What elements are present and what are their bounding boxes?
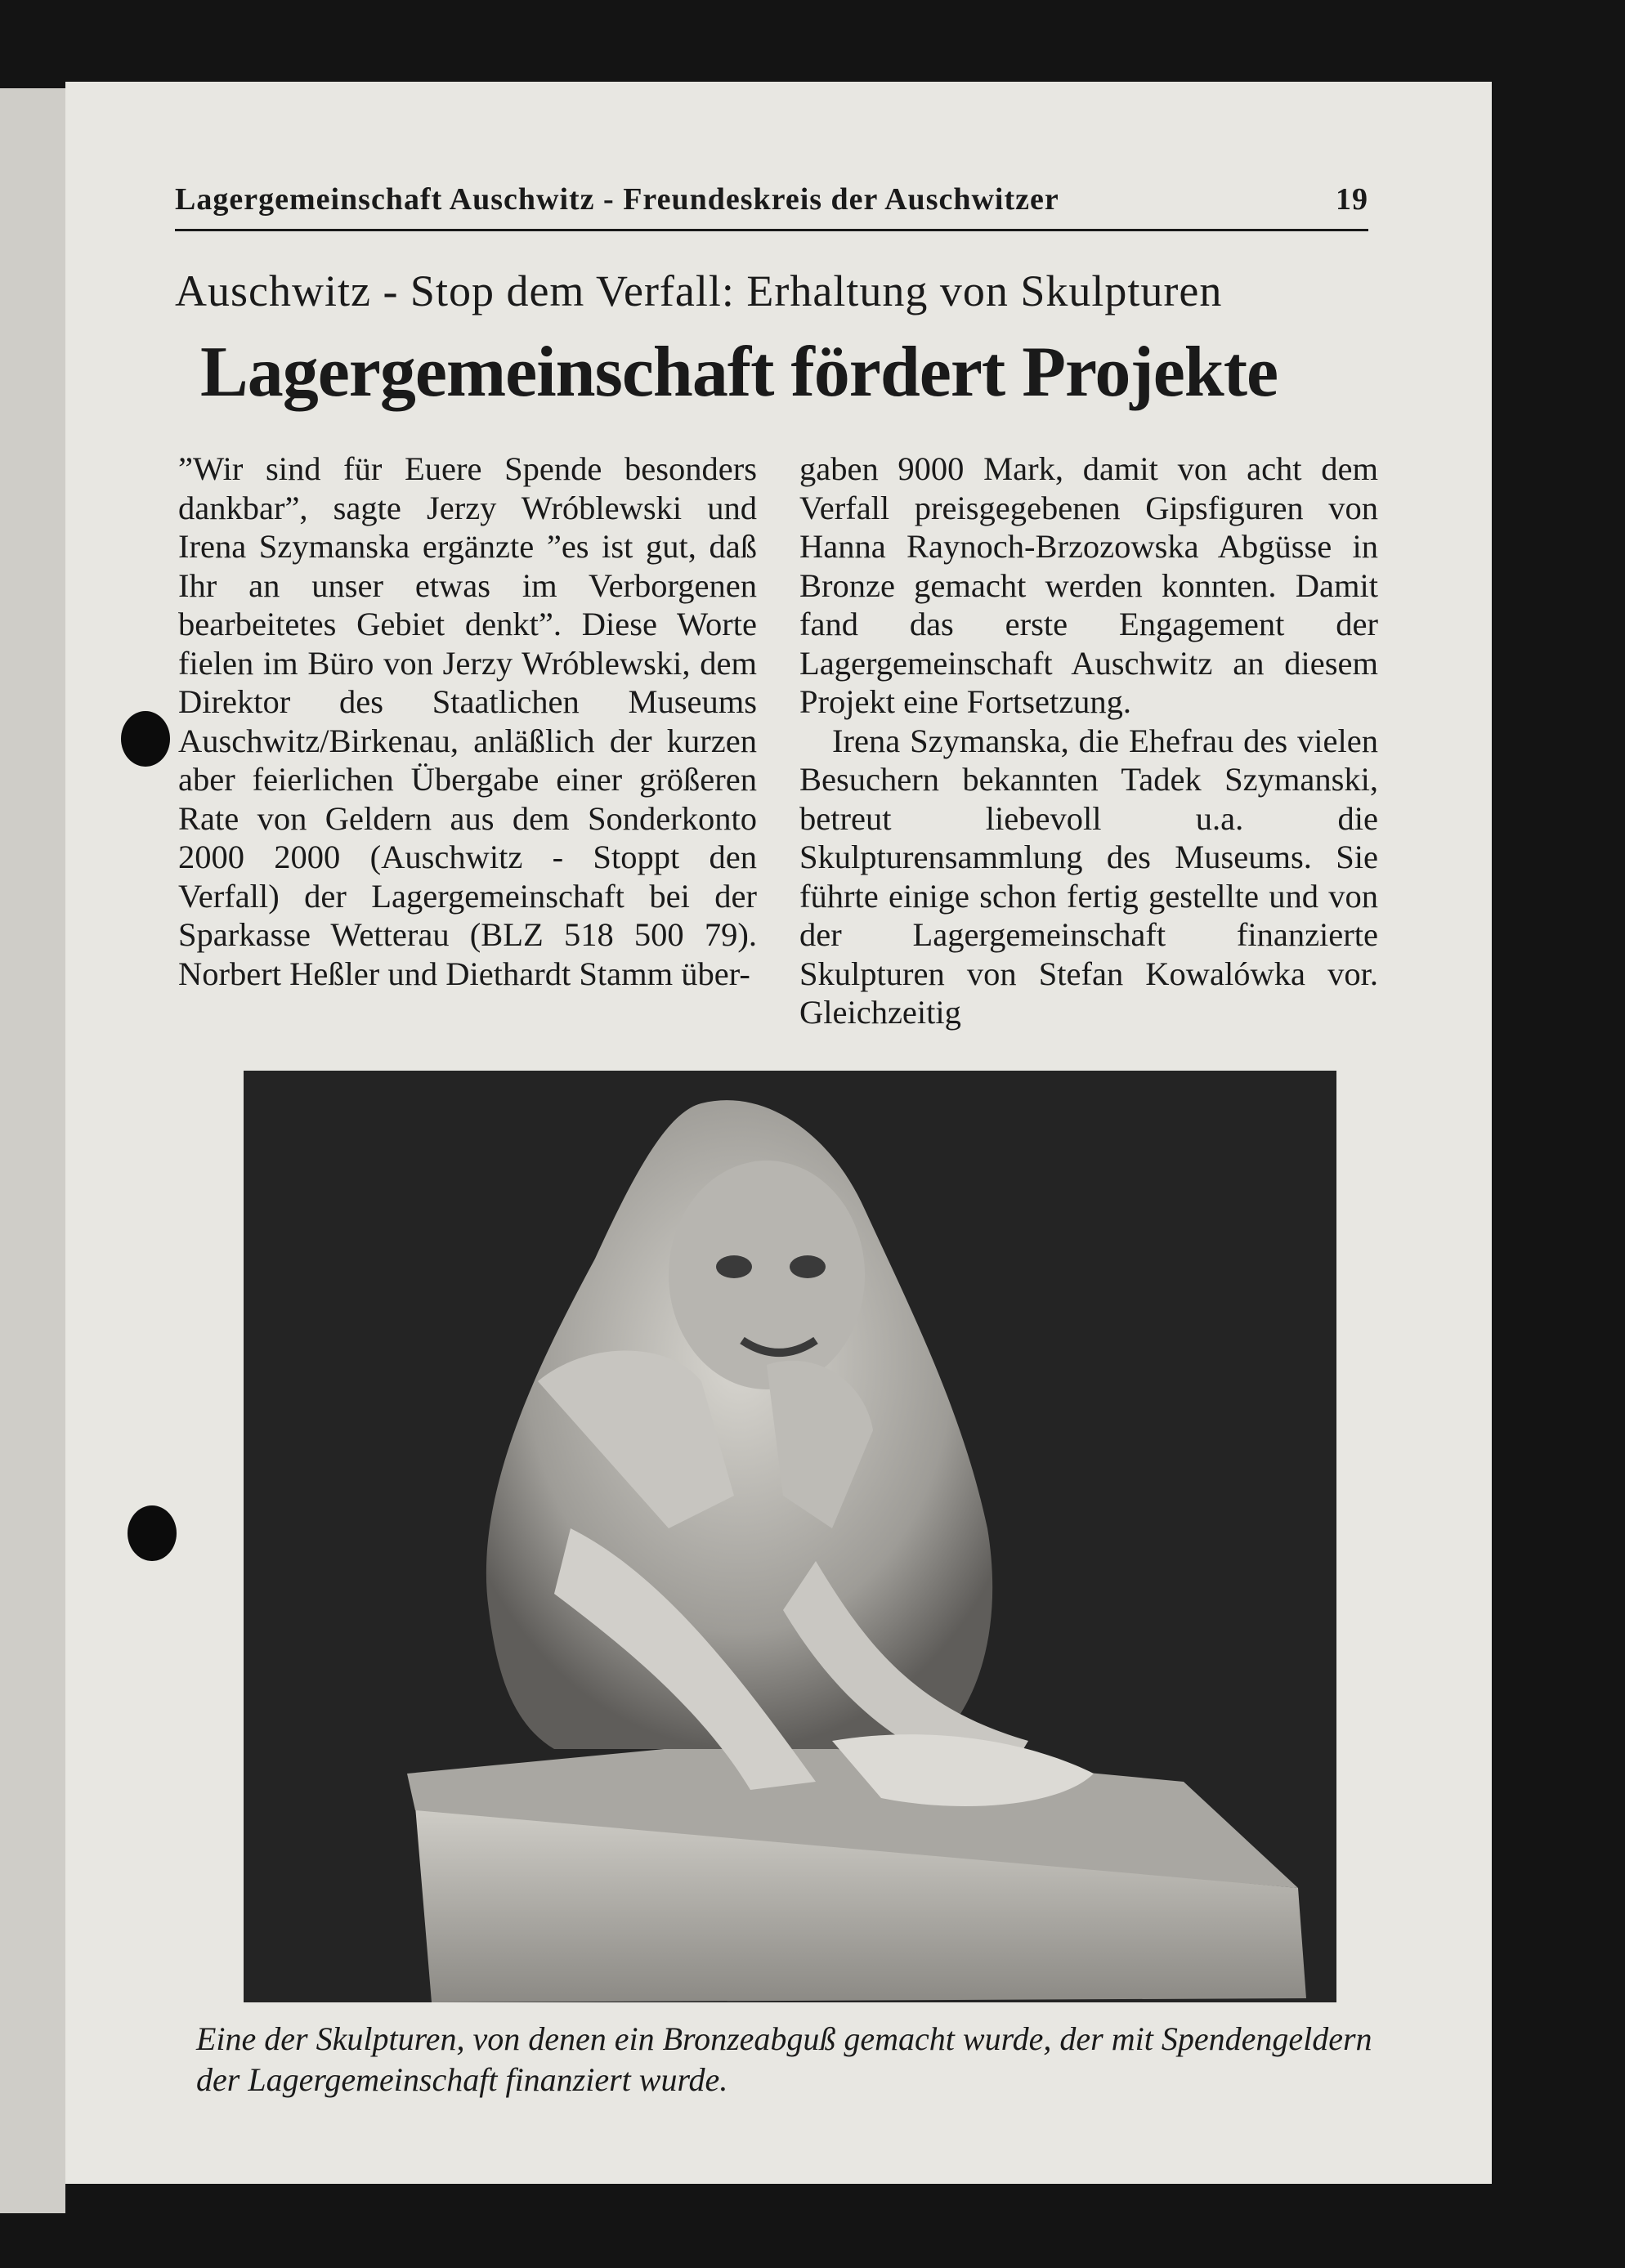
punch-hole-bottom [128,1505,177,1561]
sculpture-photo [244,1071,1336,2002]
document-page [65,82,1492,2184]
article-headline: Lagergemeinschaft fördert Projekte [200,333,1278,412]
sculpture-illustration [244,1071,1336,2002]
header-rule [175,229,1368,231]
article-kicker: Auschwitz - Stop dem Verfall: Erhaltung von Skulpturen [175,266,1223,315]
article-paragraph: ”Wir sind für Euere Spende besonders dankbar”, sagte Jerzy Wróblewski und Irena Szymanska ergänzte ”es ist gut, daß Ihr an unser etwas im Verborgenen bearbeitetes Gebiet denkt”. Diese Worte fielen im Büro von Jerzy Wróblewski, dem Direktor des Staatlichen Museums Auschwitz/Birkenau, anläßlich der kurzen aber feierlichen Übergabe einer größeren Rate von Geldern aus dem Sonderkonto 2000 2000 (Auschwitz - Stoppt den Verfall) der Lagergemeinschaft bei der Sparkasse Wetterau (BLZ 518 500 79). Norbert Heßler und Diethardt Stamm über- [178,450,757,992]
punch-hole-top [121,711,170,767]
page-number: 19 [1336,182,1368,217]
running-title: Lagergemeinschaft Auschwitz - Freundeskreis der Auschwitzer [175,182,1059,217]
photo-caption: Eine der Skulpturen, von denen ein Bronzeabguß gemacht wurde, der mit Spendengeldern der Lagergemeinschaft finanziert wurde. [196,2020,1372,2098]
article-column-left [178,450,757,993]
facing-page-edge [0,88,65,2213]
article-paragraph: Irena Szymanska, die Ehefrau des vielen Besuchern bekannten Tadek Szymanski, betreut liebevoll u.a. die Skulpturensammlung des Museums. Sie führte einige schon fertig gestellte und von der Lagergemeinschaft finanzierte Skulpturen von Stefan Kowalówka vor. Gleichzeitig [799,722,1378,1031]
article-paragraph: gaben 9000 Mark, damit von acht dem Verfall preisgegebenen Gipsfiguren von Hanna Raynoch-Brzozowska Abgüsse in Bronze gemacht werden konnten. Damit fand das erste Engagement der Lagergemeinschaft Auschwitz an diesem Projekt eine Fortsetzung. [799,450,1378,720]
running-head [175,181,1368,217]
article-column-right [799,450,1378,1032]
